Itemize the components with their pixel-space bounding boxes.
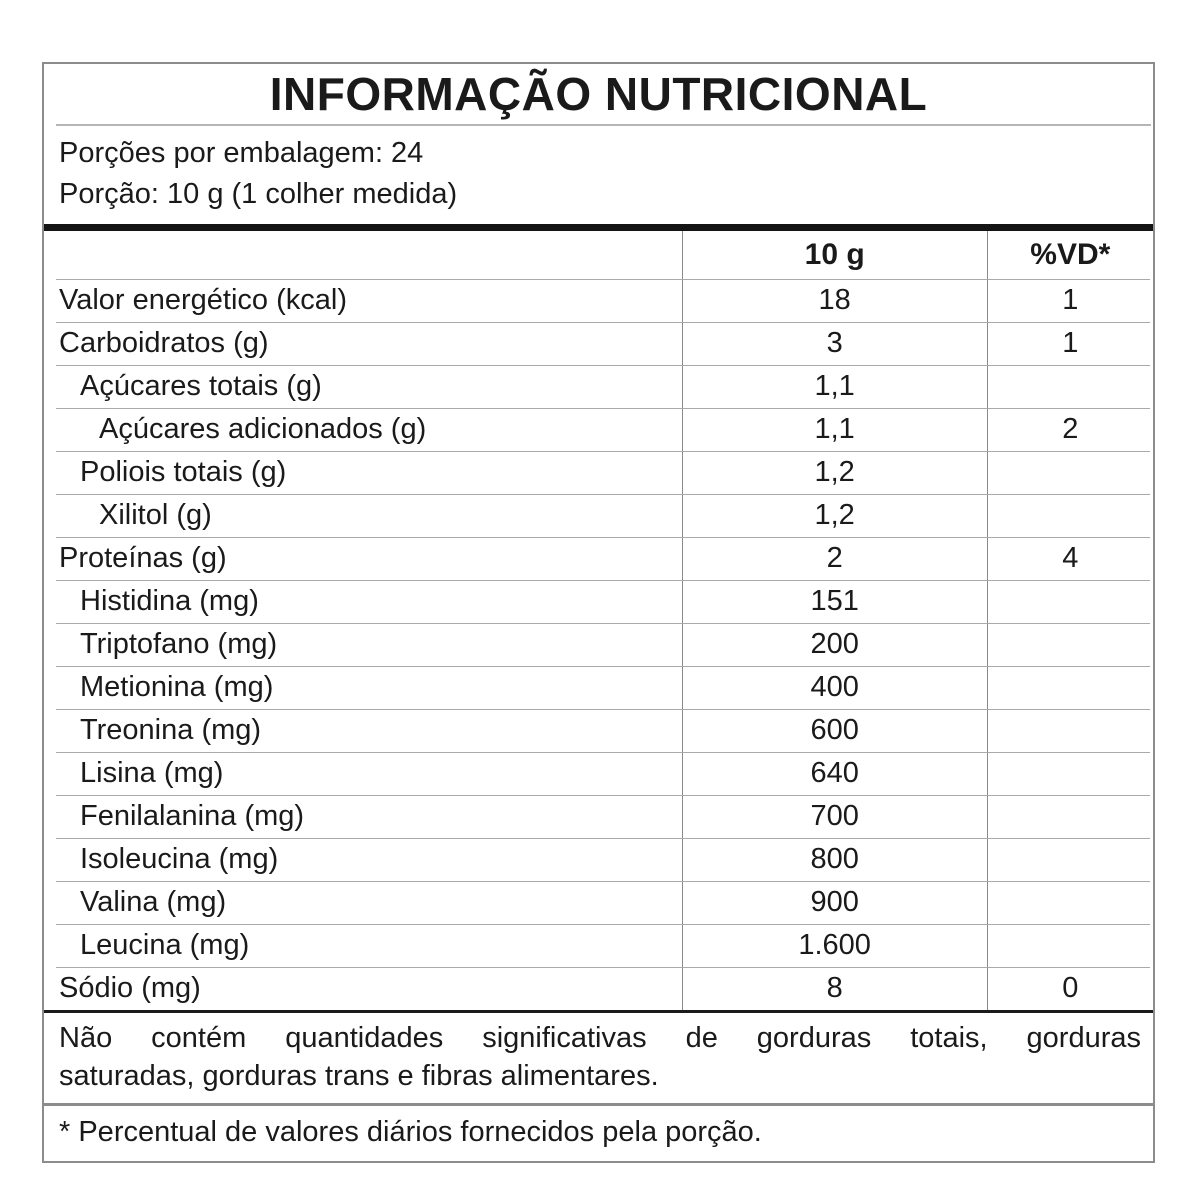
row-label: Fenilalanina (mg) (80, 800, 305, 832)
row-label: Lisina (mg) (80, 757, 224, 789)
row-amount: 18 (682, 279, 987, 322)
row-amount: 1,1 (682, 365, 987, 408)
row-label: Leucina (mg) (80, 929, 250, 961)
note-line: Não contém quantidades significativas de gorduras totais, gorduras (59, 1022, 1141, 1054)
column-header-blank (44, 231, 682, 279)
row-label: Treonina (mg) (80, 714, 262, 746)
row-amount: 1,1 (682, 408, 987, 451)
table-row (44, 580, 1153, 623)
row-label: Carboidratos (g) (59, 327, 269, 359)
table-row (44, 881, 1153, 924)
row-dv (987, 795, 1153, 838)
servings-per-package: Porções por embalagem: 24 (59, 137, 424, 169)
table-row (44, 967, 1153, 1010)
column-header-amount: 10 g (682, 231, 987, 279)
nutrition-table (44, 231, 1153, 1010)
row-dv (987, 752, 1153, 795)
row-amount: 640 (682, 752, 987, 795)
row-dv (987, 838, 1153, 881)
row-dv (987, 623, 1153, 666)
row-label: Metionina (mg) (80, 671, 274, 703)
row-label: Açúcares totais (g) (80, 370, 322, 402)
row-label: Valor energético (kcal) (59, 284, 347, 316)
table-row (44, 752, 1153, 795)
row-amount: 1,2 (682, 451, 987, 494)
nutrition-label (42, 62, 1155, 1163)
row-dv (987, 709, 1153, 752)
table-row (44, 451, 1153, 494)
table-row (44, 666, 1153, 709)
row-amount: 600 (682, 709, 987, 752)
row-amount: 400 (682, 666, 987, 709)
column-header-dv: %VD* (987, 231, 1153, 279)
row-amount: 200 (682, 623, 987, 666)
header-thick-divider (44, 224, 1153, 231)
row-label: Valina (mg) (80, 886, 227, 918)
row-label: Proteínas (g) (59, 542, 227, 574)
row-dv (987, 924, 1153, 967)
table-row (44, 924, 1153, 967)
table-row (44, 494, 1153, 537)
row-amount: 3 (682, 322, 987, 365)
row-amount: 1.600 (682, 924, 987, 967)
row-dv (987, 881, 1153, 924)
row-dv (987, 666, 1153, 709)
row-label: Xilitol (g) (99, 499, 212, 531)
row-amount: 1,2 (682, 494, 987, 537)
table-row (44, 537, 1153, 580)
note-line: saturadas, gorduras trans e fibras alimentares. (59, 1060, 659, 1092)
row-label: Histidina (mg) (80, 585, 259, 617)
table-row (44, 322, 1153, 365)
row-dv: 1 (987, 279, 1153, 322)
row-dv: 4 (987, 537, 1153, 580)
row-amount: 900 (682, 881, 987, 924)
row-dv (987, 365, 1153, 408)
row-label: Açúcares adicionados (g) (99, 413, 427, 445)
serving-size: Porção: 10 g (1 colher medida) (59, 178, 458, 210)
table-row (44, 709, 1153, 752)
table-row (44, 838, 1153, 881)
row-dv: 2 (987, 408, 1153, 451)
row-dv (987, 494, 1153, 537)
row-label: Poliois totais (g) (80, 456, 287, 488)
no-significant-amounts-note (44, 1013, 1153, 1103)
row-amount: 2 (682, 537, 987, 580)
table-row (44, 623, 1153, 666)
table-row (44, 279, 1153, 322)
row-dv: 0 (987, 967, 1153, 1010)
label-title: INFORMAÇÃO NUTRICIONAL (269, 68, 928, 120)
table-row (44, 365, 1153, 408)
row-amount: 700 (682, 795, 987, 838)
row-dv (987, 451, 1153, 494)
row-dv (987, 580, 1153, 623)
table-row (44, 408, 1153, 451)
row-label: Sódio (mg) (59, 972, 201, 1004)
row-amount: 8 (682, 967, 987, 1010)
table-row (44, 795, 1153, 838)
row-amount: 151 (682, 580, 987, 623)
serving-info (44, 126, 1153, 224)
row-label: Triptofano (mg) (80, 628, 278, 660)
row-dv: 1 (987, 322, 1153, 365)
row-label: Isoleucina (mg) (80, 843, 279, 875)
row-amount: 800 (682, 838, 987, 881)
table-header-row (44, 231, 1153, 279)
dv-footnote: * Percentual de valores diários fornecidos pela porção. (59, 1116, 762, 1148)
